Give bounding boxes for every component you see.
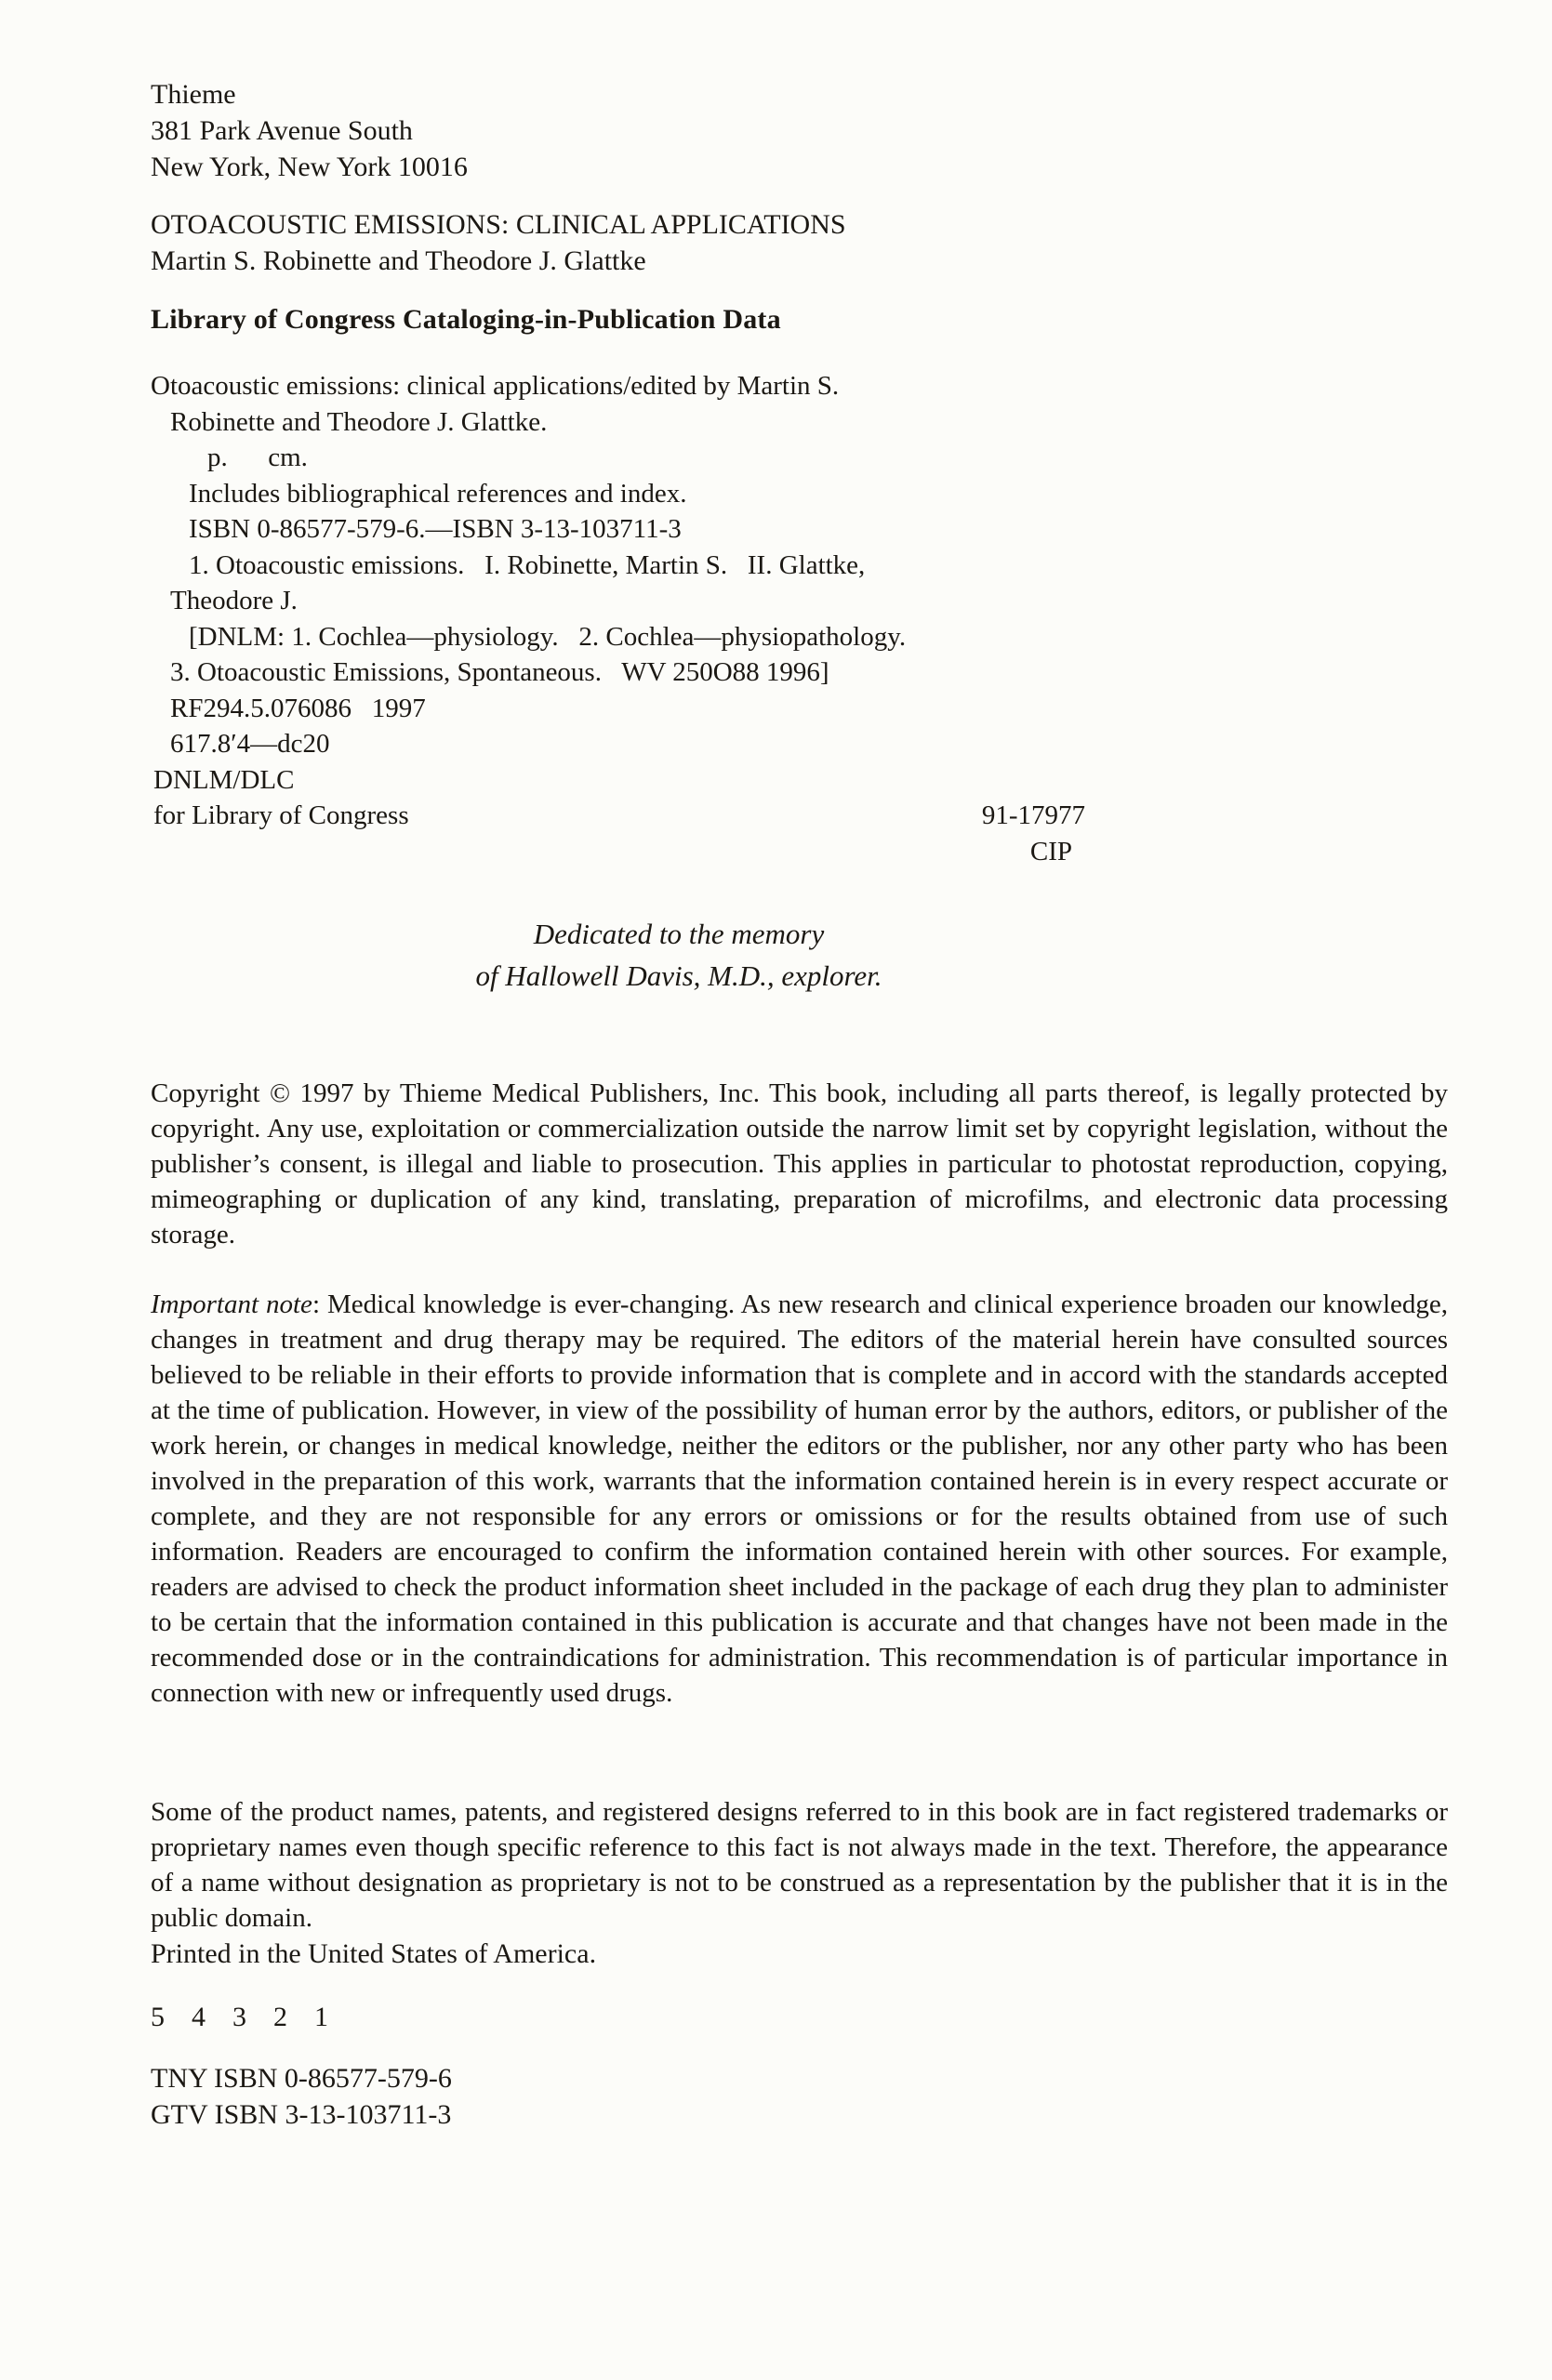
publisher-city: New York, New York 10016 bbox=[151, 152, 468, 182]
cip-line: DNLM/DLC bbox=[153, 764, 295, 795]
isbn-gtv: GTV ISBN 3-13-103711-3 bbox=[151, 2099, 452, 2130]
cip-label: CIP bbox=[1029, 836, 1072, 866]
cip-line: Includes bibliographical references and index. bbox=[189, 478, 687, 509]
cip-line: 617.8′4—dc20 bbox=[170, 729, 330, 759]
cip-line: 3. Otoacoustic Emissions, Spontaneous. WV 250O88 1996] bbox=[170, 657, 829, 687]
dedication-block bbox=[149, 913, 1209, 997]
dedication-line-1: Dedicated to the memory bbox=[533, 918, 825, 950]
copyright-paragraph: Copyright © 1997 by Thieme Medical Publishers, Inc. This book, including all parts thereof, is legally protected by copyright. Any use, exploitation or commercialization outside the narrow limit set by copyright legislation, without the publisher’s consent, is illegal and liable to prosecution. This applies in particular to photostat reproduction, copying, mimeographing or duplication of any kind, translating, preparation of microfilms, and electronic data processing storage. bbox=[151, 1078, 1448, 1250]
important-note-paragraph bbox=[151, 1287, 1448, 1711]
book-title-block bbox=[151, 206, 846, 279]
cip-line: ISBN 0-86577-579-6.—ISBN 3-13-103711-3 bbox=[189, 514, 682, 544]
publisher-street: 381 Park Avenue South bbox=[151, 115, 413, 146]
publisher-address-block bbox=[151, 76, 468, 185]
cip-line: [DNLM: 1. Cochlea—physiology. 2. Cochlea—physiopathology. bbox=[189, 621, 907, 652]
dedication-line-2: of Hallowell Davis, M.D., explorer. bbox=[475, 959, 882, 992]
cip-line: 1. Otoacoustic emissions. I. Robinette, Martin S. II. Glattke, bbox=[189, 549, 866, 580]
publisher-name: Thieme bbox=[151, 79, 236, 110]
isbn-block bbox=[151, 2060, 452, 2133]
book-title: OTOACOUSTIC EMISSIONS: CLINICAL APPLICATIONS bbox=[151, 209, 846, 240]
product-names-paragraph: Some of the product names, patents, and registered designs referred to in this book are in fact registered trademarks or proprietary names even though specific reference to this fact is not always made in the text. Therefore, the appearance of a name without designation as proprietary is not to be construed as a representation by the publisher that it is in the public domain. bbox=[151, 1797, 1448, 1933]
cip-line: RF294.5.076086 1997 bbox=[170, 693, 426, 723]
cip-for-library-text: for Library of Congress bbox=[153, 800, 409, 830]
book-editors: Martin S. Robinette and Theodore J. Glattke bbox=[151, 245, 646, 276]
isbn-tny: TNY ISBN 0-86577-579-6 bbox=[151, 2063, 452, 2094]
cip-line: Robinette and Theodore J. Glattke. bbox=[170, 406, 548, 437]
printed-in-line: Printed in the United States of America. bbox=[151, 1938, 597, 1969]
important-note-text: : Medical knowledge is ever-changing. As new research and clinical experience broaden our knowledge, changes in treatment and drug therapy may be required. The editors of the material herein have consulted sources believed to be reliable in their efforts to provide information that is complete and in accord with the standards accepted at the time of publication. However, in view of the possibility of human error by the authors, editors, or publisher of the work herein, or changes in medical knowledge, neither the editors or the publisher, nor any other party who has been involved in the preparation of this work, warrants that the information contained herein is in every respect accurate or complete, and they are not responsible for any errors or omissions or for the results obtained from use of such information. Readers are encouraged to confirm the information contained herein with other sources. For example, readers are advised to check the product information sheet included in the package of each drug they plan to administer to be certain that the information contained in this publication is accurate and that changes have not been made in the recommended dose or in the contraindications for administration. This recommendation is of particular importance in connection with new or infrequently used drugs. bbox=[151, 1289, 1448, 1708]
print-run-numbers: 5 4 3 2 1 bbox=[151, 2002, 328, 2032]
important-note-label: Important note bbox=[151, 1289, 312, 1319]
cip-catalog-number: 91-17977 bbox=[981, 800, 1085, 830]
cip-line: p. cm. bbox=[207, 443, 308, 472]
loc-cataloging-heading: Library of Congress Cataloging-in-Publication Data bbox=[151, 304, 781, 335]
cip-line: Theodore J. bbox=[170, 586, 298, 615]
cip-data-block bbox=[151, 368, 1085, 869]
cip-catalog-row bbox=[151, 798, 1085, 834]
cip-line: Otoacoustic emissions: clinical applications/edited by Martin S. bbox=[151, 371, 840, 401]
